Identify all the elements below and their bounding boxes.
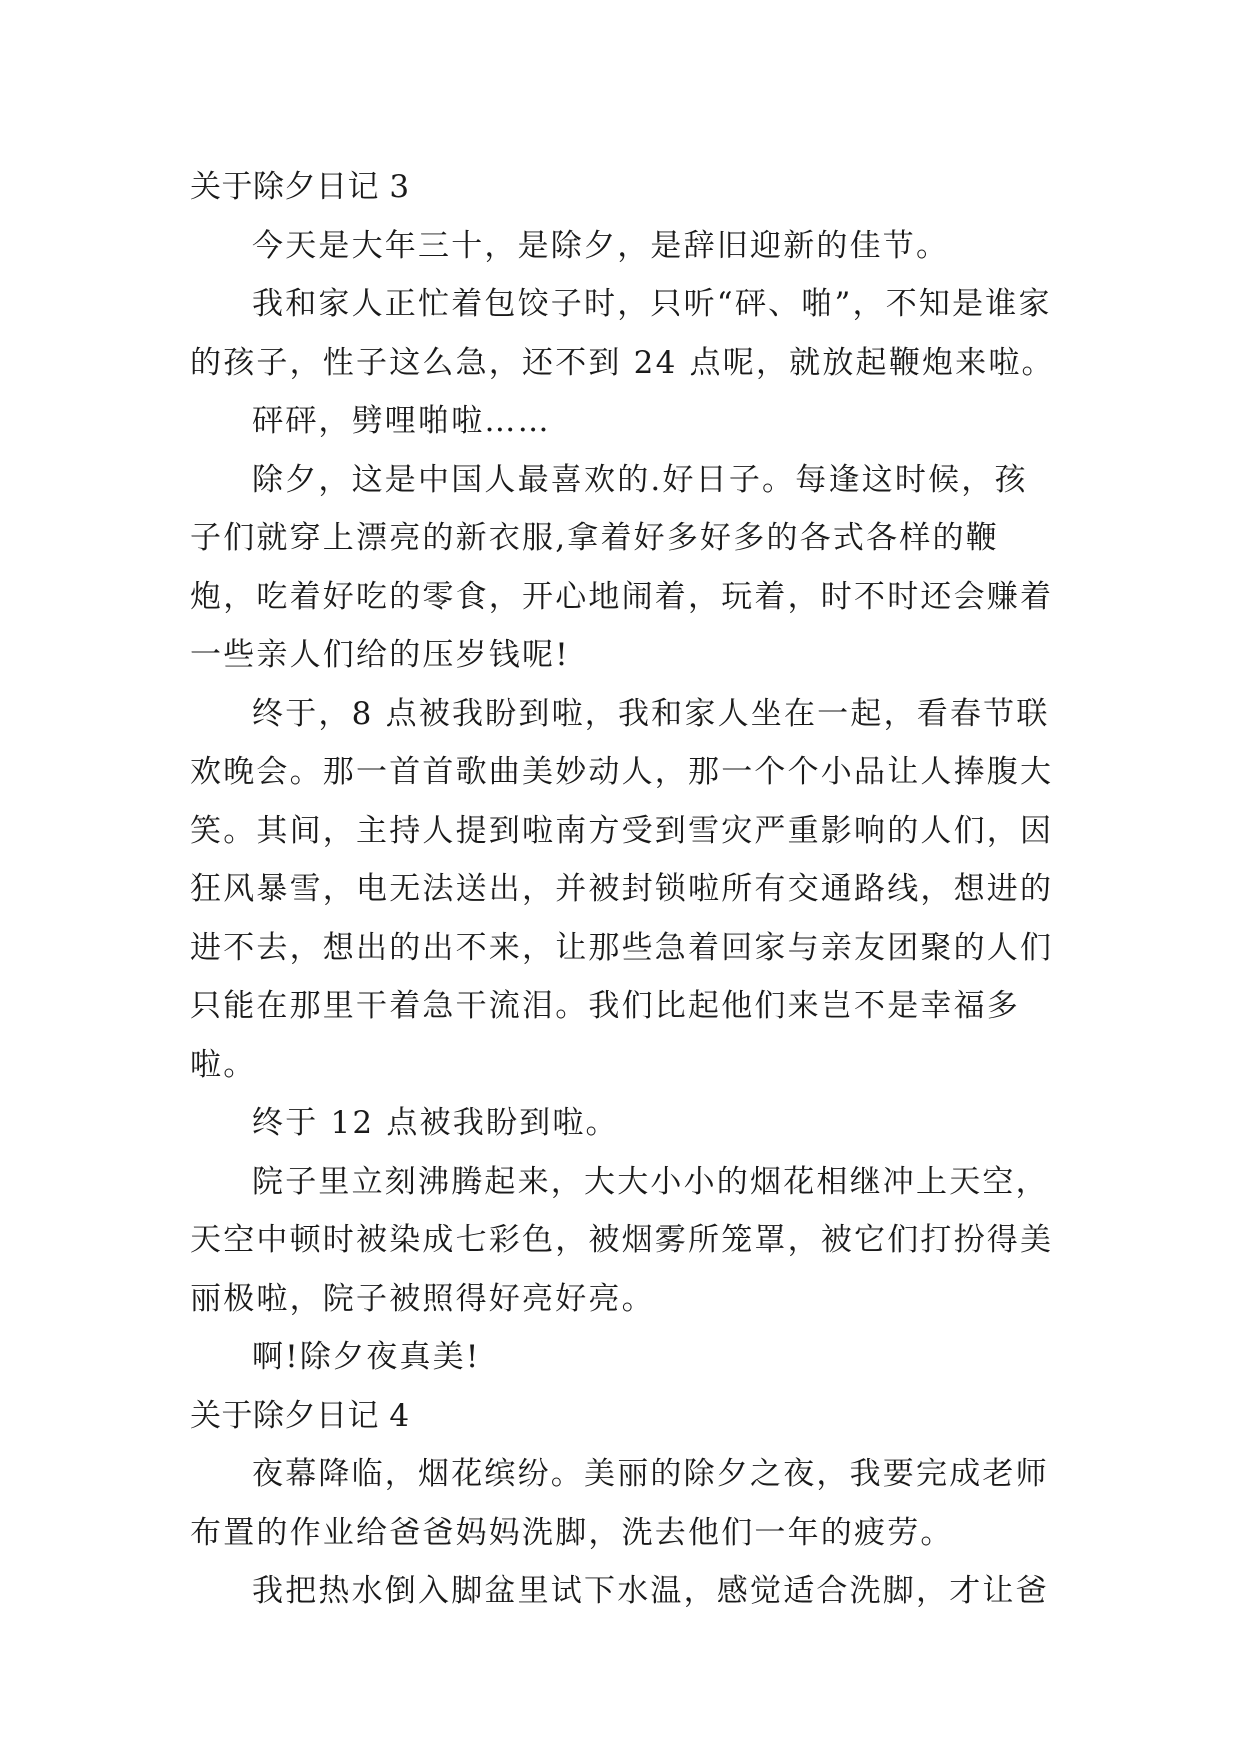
paragraph: 我和家人正忙着包饺子时，只听“砰、啪”，不知是谁家的孩子，性子这么急，还不到 24 点呢，就放起鞭炮来啦。	[190, 286, 1055, 381]
paragraph: 终于 12 点被我盼到啦。	[252, 1105, 619, 1141]
paragraph: 除夕，这是中国人最喜欢的.好日子。每逢这时候，孩子们就穿上漂亮的新衣服,拿着好多好多的各式各样的鞭炮，吃着好吃的零食，开心地闹着，玩着，时不时还会赚着一些亲人们给的压岁钱呢!	[190, 461, 1054, 673]
paragraph: 啊!除夕夜真美!	[252, 1339, 481, 1375]
paragraph: 我把热水倒入脚盆里试下水温，感觉适合洗脚，才让爸	[252, 1573, 1049, 1609]
section-heading: 关于除夕日记 3	[190, 169, 410, 205]
section-heading: 关于除夕日记 4	[190, 1397, 410, 1434]
document-body	[190, 158, 1058, 1621]
paragraph: 院子里立刻沸腾起来，大大小小的烟花相继冲上天空，天空中顿时被染成七彩色，被烟雾所笼罩，被它们打扮得美丽极啦，院子被照得好亮好亮。	[190, 1163, 1054, 1317]
paragraph: 今天是大年三十，是除夕，是辞旧迎新的佳节。	[252, 227, 950, 264]
paragraph: 砰砰，劈哩啪啦……	[252, 403, 551, 439]
paragraph: 夜幕降临，烟花缤纷。美丽的除夕之夜，我要完成老师布置的作业给爸爸妈妈洗脚，洗去他们一年的疲劳。	[190, 1456, 1049, 1551]
paragraph: 终于，8 点被我盼到啦，我和家人坐在一起，看春节联欢晚会。那一首首歌曲美妙动人，那一个个小品让人捧腹大笑。其间，主持人提到啦南方受到雪灾严重影响的人们，因狂风暴雪，电无法送出，并被封锁啦所有交通路线，想进的进不去，想出的出不来，让那些急着回家与亲友团聚的人们只能在那里干着急干流泪。我们比起他们来岂不是幸福多啦。	[190, 695, 1054, 1083]
